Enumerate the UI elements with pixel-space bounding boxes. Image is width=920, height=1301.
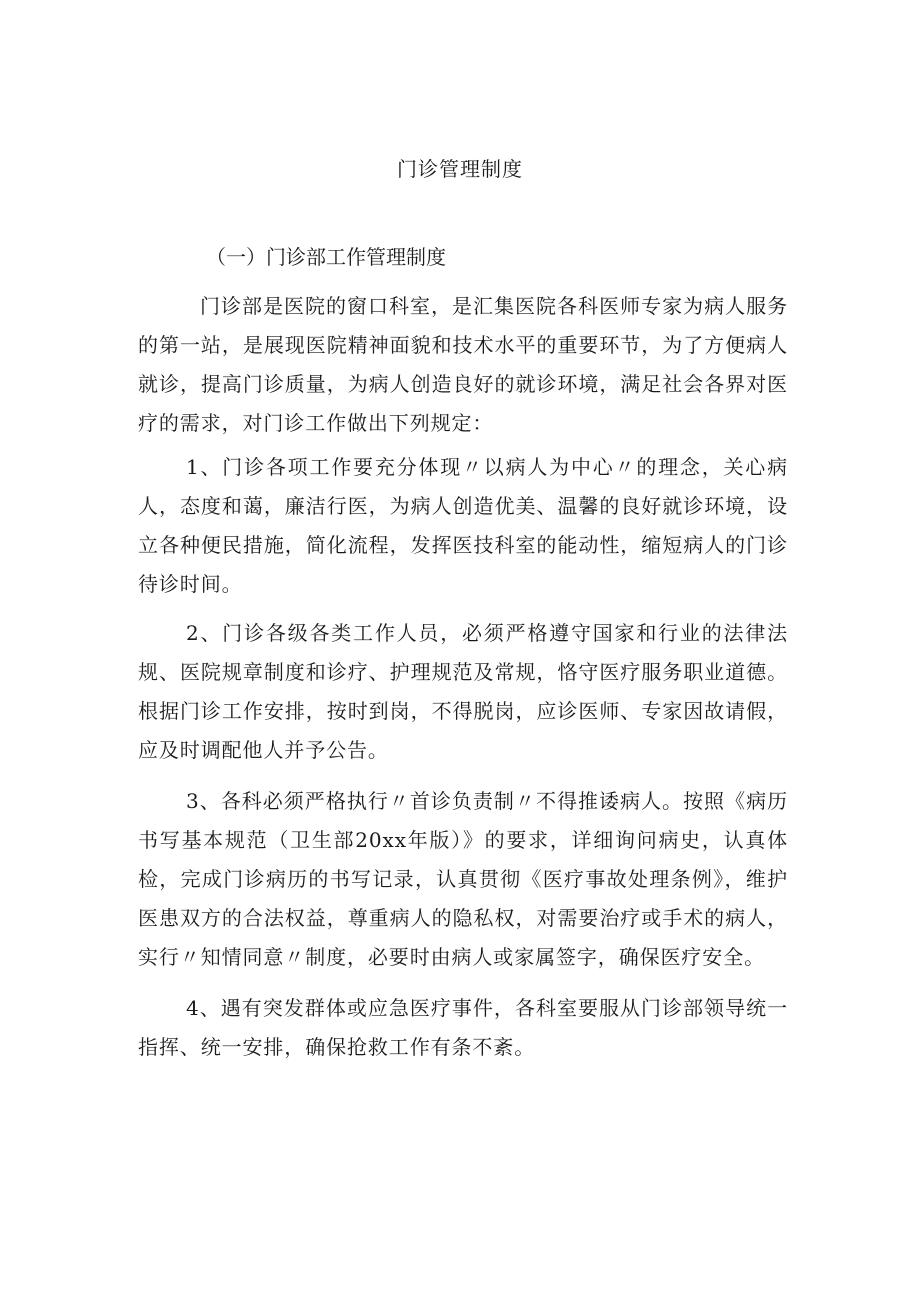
rule-paragraph-3: 3、各科必须严格执行〃首诊负责制〃不得推诿病人。按照《病历书写基本规范（卫生部20xx年版）》的要求，详细询问病史，认真体检，完成门诊病历的书写记录，认真贯彻《医疗事故处理条例》，维护医患双方的合法权益，尊重病人的隐私权，对需要治疗或手术的病人，实行〃知情同意〃制度，必要时由病人或家属签字，确保医疗安全。	[138, 789, 788, 969]
intro-paragraph: 门诊部是医院的窗口科室，是汇集医院各科医师专家为病人服务的第一站，是展现医院精神面貌和技术水平的重要环节，为了方便病人就诊，提高门诊质量，为病人创造良好的就诊环境，满足社会各界对医疗的需求，对门诊工作做出下列规定：	[138, 294, 788, 435]
rule-paragraph-2: 2、门诊各级各类工作人员，必须严格遵守国家和行业的法律法规、医院规章制度和诊疗、护理规范及常规，恪守医疗服务职业道德。根据门诊工作安排，按时到岗，不得脱岗，应诊医师、专家因故请假，应及时调配他人并予公告。	[138, 621, 788, 762]
document-title: 门诊管理制度	[397, 157, 523, 181]
section-heading: （一）门诊部工作管理制度	[206, 245, 446, 269]
document-body	[138, 287, 788, 1067]
rule-paragraph-4: 4、遇有突发群体或应急医疗事件，各科室要服从门诊部领导统一指挥、统一安排，确保抢救工作有条不紊。	[138, 996, 788, 1059]
rule-paragraph-1: 1、门诊各项工作要充分体现〃以病人为中心〃的理念，关心病人，态度和蔼，廉洁行医，为病人创造优美、温馨的良好就诊环境，设立各种便民措施，简化流程，发挥医技科室的能动性，缩短病人的门诊待诊时间。	[138, 455, 788, 596]
